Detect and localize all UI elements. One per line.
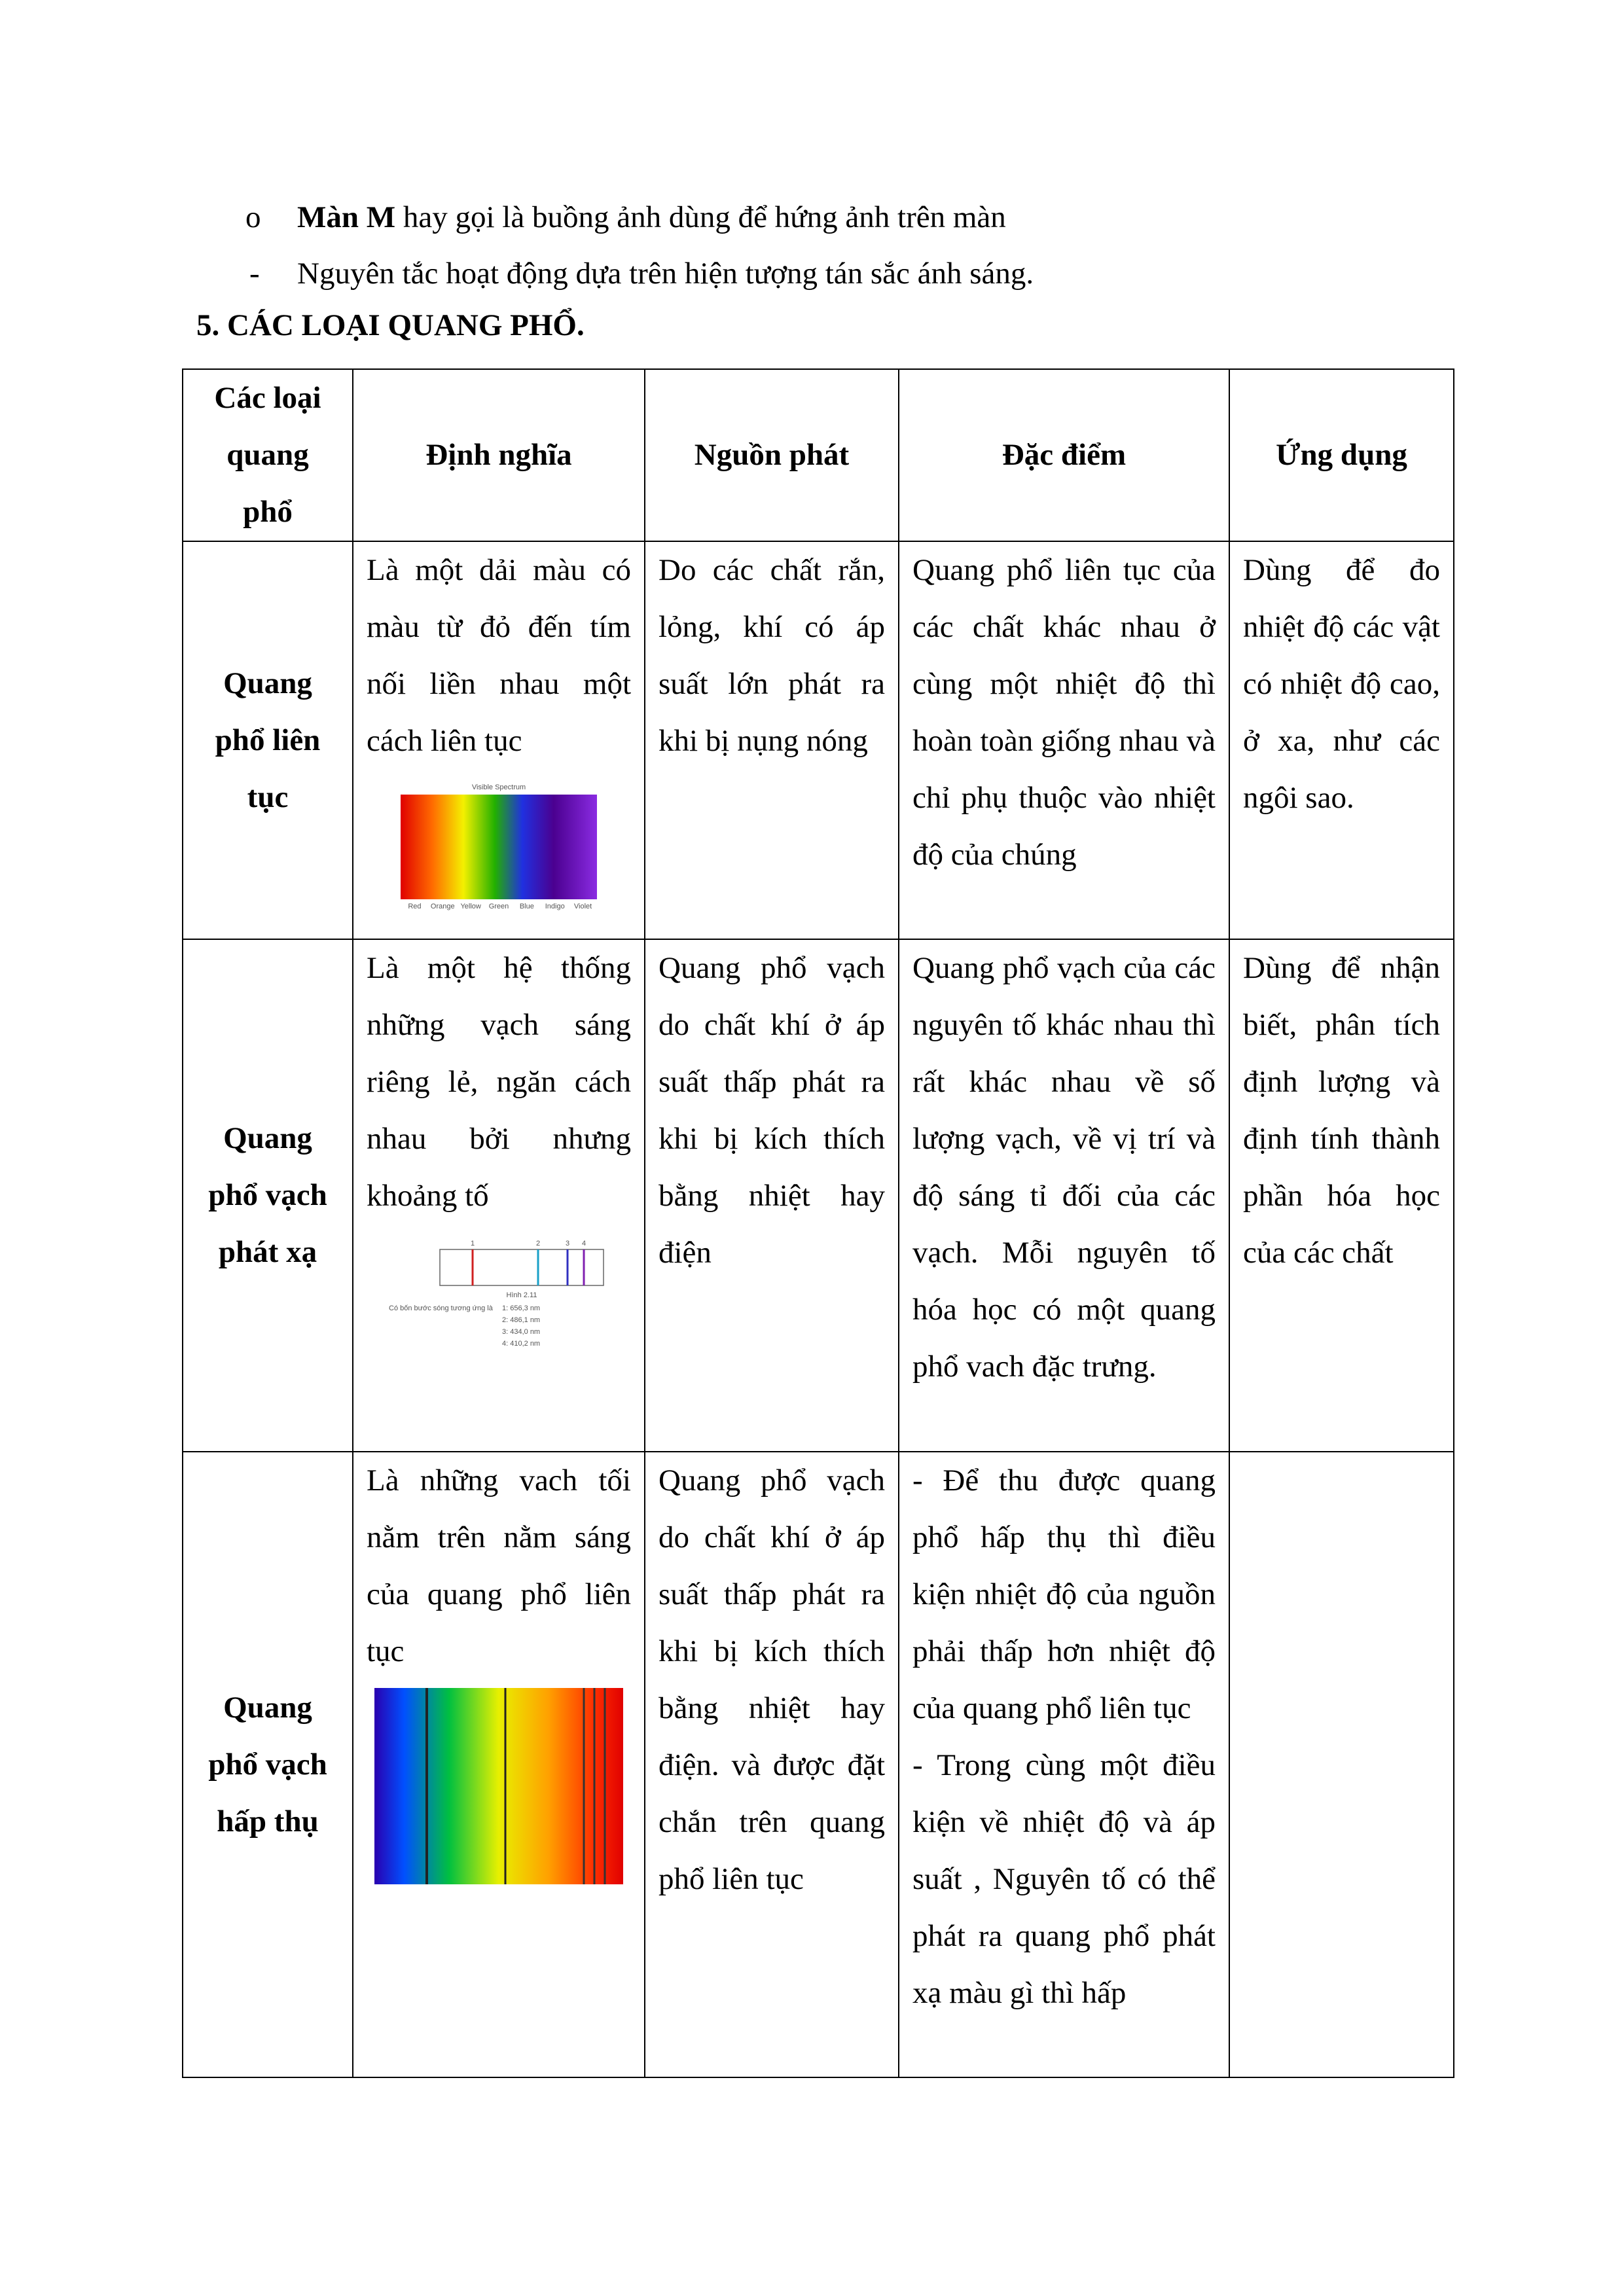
header-definition: Định nghĩa (353, 369, 645, 541)
emission-lines-figure (388, 1236, 610, 1367)
spectrum-title: Visible Spectrum (471, 783, 526, 791)
spectrum-label: Red (408, 903, 422, 910)
spectrum-labels (408, 903, 592, 910)
row-definition: Là những vach tối nằm trên nằm sáng của quang phổ liên tục (367, 1463, 631, 1668)
header-source: Nguồn phát (645, 369, 899, 541)
emission-wavelength: 2: 486,1 nm (502, 1316, 541, 1324)
row-application: Dùng để đo nhiệt độ các vật có nhiệt độ cao, ở xa, như các ngôi sao. (1229, 541, 1454, 939)
section-title: 5. CÁC LOẠI QUANG PHỔ. (196, 308, 585, 342)
row-application: Dùng để nhận biết, phân tích định lượng và định tính thành phần hóa học của các chất (1229, 939, 1454, 1452)
emission-line-number: 3 (565, 1240, 570, 1247)
emission-caption: Hình 2.11 (506, 1291, 537, 1299)
row-type: Quang phổ vạch hấp thụ (183, 1452, 353, 2077)
absorption-spectrum-figure (374, 1688, 623, 1884)
bullet-bold-term: Màn M (297, 200, 396, 234)
table-row (183, 541, 1454, 939)
emission-frame (440, 1249, 604, 1285)
spectrum-label: Indigo (545, 903, 565, 910)
bullet-item-screen (245, 198, 1006, 237)
row-definition-cell (353, 939, 645, 1452)
emission-line-number: 1 (470, 1240, 475, 1247)
absorption-band (374, 1688, 623, 1884)
bullet-text: Nguyên tắc hoạt động dựa trên hiện tượng tán sắc ánh sáng. (297, 257, 1034, 291)
row-definition: Là một dải màu có màu từ đỏ đến tím nối liền nhau một cách liên tục (367, 553, 631, 758)
emission-wavelength: 1: 656,3 nm (502, 1304, 541, 1312)
row-source: Quang phổ vạch do chất khí ở áp suất thấp phát ra khi bị kích thích bằng nhiệt hay điện (645, 939, 899, 1452)
header-application: Ứng dụng (1229, 369, 1454, 541)
emission-line-numbers (471, 1240, 586, 1247)
row-features: Quang phổ liên tục của các chất khác nhau ở cùng một nhiệt độ thì hoàn toàn giống nhau và chỉ phụ thuộc vào nhiệt độ của chúng (899, 541, 1229, 939)
spectrum-label: Green (488, 903, 509, 910)
emission-wavelength: 4: 410,2 nm (502, 1340, 541, 1348)
bullet-item-principle (249, 254, 1034, 293)
row-features-1: - Để thu được quang phổ hấp thụ thì điều kiện nhiệt độ của nguồn phải thấp hơn nhiệt độ của quang phổ liên tục (912, 1463, 1216, 1725)
row-definition-cell (353, 1452, 645, 2077)
row-definition-cell (353, 541, 645, 939)
spectrum-band (401, 795, 597, 899)
spectrum-types-table (182, 368, 1454, 2078)
emission-wavelength: 3: 434,0 nm (502, 1328, 541, 1336)
emission-side-note: Có bốn bước sóng tương ứng là (389, 1304, 493, 1312)
emission-line-number: 2 (535, 1240, 541, 1247)
spectrum-label: Orange (430, 903, 455, 910)
row-type: Quang phổ vạch phát xạ (183, 939, 353, 1452)
spectrum-label: Violet (573, 903, 592, 910)
header-types: Các loại quang phổ (183, 369, 353, 541)
row-application (1229, 1452, 1454, 2077)
row-features-cell (899, 1452, 1229, 2077)
row-features: Quang phổ vạch của các nguyên tố khác nhau thì rất khác nhau về số lượng vạch, về vị trí và độ sáng tỉ đối của các vạch. Mỗi nguyên tố hóa học có một quang phổ vach đặc trưng. (899, 939, 1229, 1452)
spectrum-label: Yellow (460, 903, 481, 910)
row-type: Quang phổ liên tục (183, 541, 353, 939)
bullet-text: hay gọi là buồng ảnh dùng để hứng ảnh trên màn (395, 200, 1006, 234)
row-definition: Là một hệ thống những vạch sáng riêng lẻ, ngăn cách nhau bởi nhưng khoảng tố (367, 951, 631, 1213)
table-row (183, 1452, 1454, 2077)
emission-wavelengths (502, 1304, 540, 1348)
table-row (183, 939, 1454, 1452)
bullet-marker-dash: - (249, 257, 260, 291)
table-header-row (183, 369, 1454, 541)
row-source: Do các chất rắn, lỏng, khí có áp suất lớn phát ra khi bị nụng nóng (645, 541, 899, 939)
row-features-2: - Trong cùng một điều kiện về nhiệt độ và áp suất , Nguyên tố có thể phát ra quang phổ phát xạ màu gì thì hấp (912, 1748, 1216, 2010)
visible-spectrum-figure (394, 781, 604, 912)
emission-line-number: 4 (581, 1240, 586, 1247)
bullet-marker-circle: o (245, 200, 261, 234)
row-source: Quang phổ vạch do chất khí ở áp suất thấp phát ra khi bị kích thích bằng nhiệt hay điện. và được đặt chắn trên quang phổ liên tục (645, 1452, 899, 2077)
spectrum-label: Blue (519, 903, 534, 910)
header-features: Đặc điểm (899, 369, 1229, 541)
